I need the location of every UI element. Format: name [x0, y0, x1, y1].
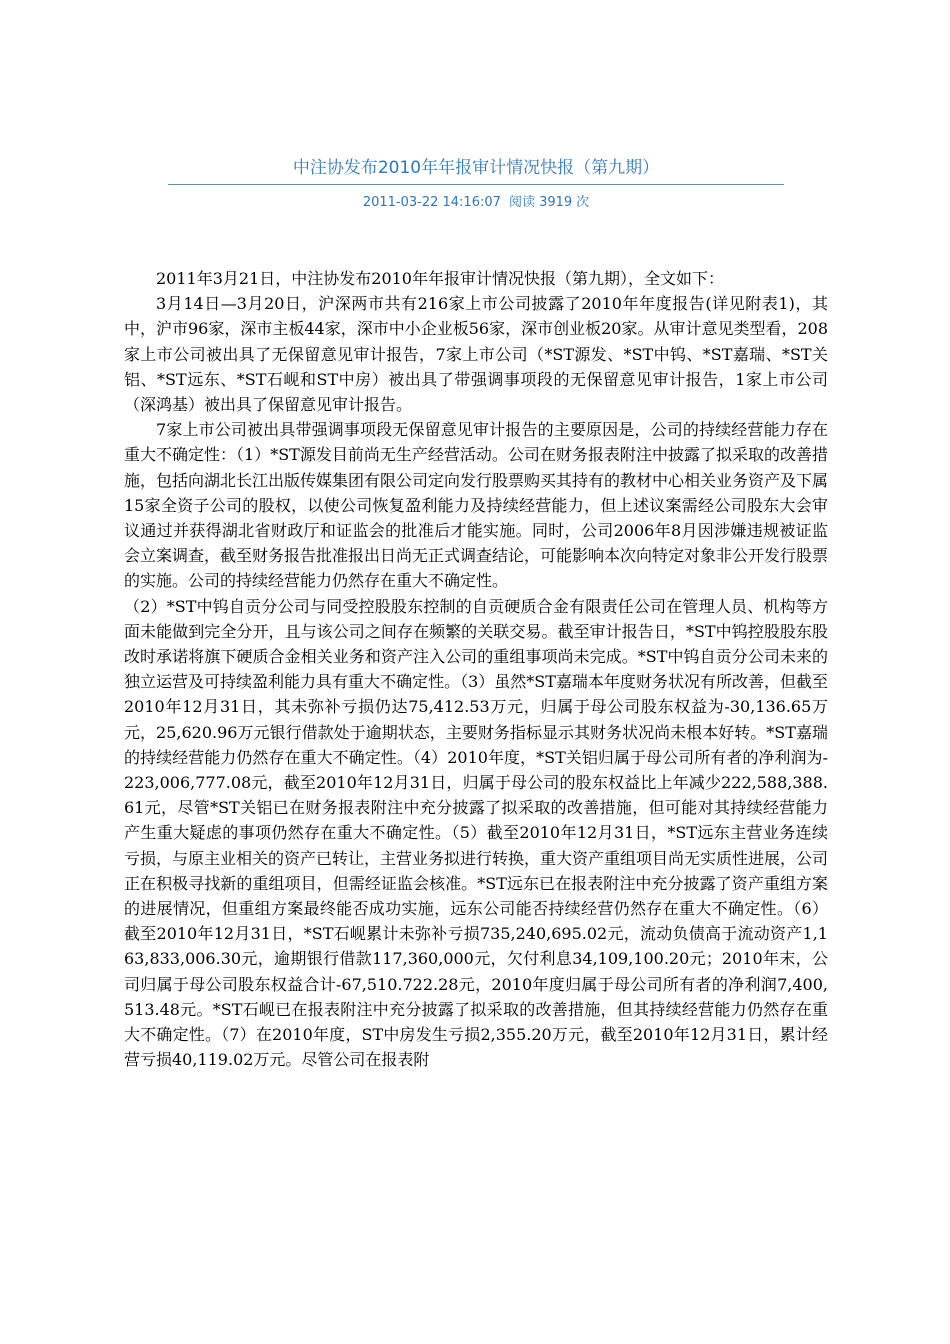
body-paragraph-details: （2）*ST中钨自贡分公司与同受控股股东控制的自贡硬质合金有限责任公司在管理人员、机构等方面未能做到完全分开，且与该公司之间存在频繁的关联交易。截至审计报告日，*ST中钨控股股东股改时承诺将旗下硬质合金相关业务和资产注入公司的重组事项尚未完成。*ST中钨自贡分公司未来的独立运营及可持续盈利能力具有重大不确定性。（3）虽然*ST嘉瑞本年度财务状况有所改善，但截至2010年12月31日，其未弥补亏损仍达75,412.53万元，归属于母公司股东权益为-30,136.65万元，25,620.96万元银行借款处于逾期状态，主要财务指标显示其财务状况尚未根本好转。*ST嘉瑞的持续经营能力仍然存在重大不确定性。（4）2010年度，*ST关铝归属于母公司所有者的净利润为-223,006,777.08元，截至2010年12月31日，归属于母公司的股东权益比上年减少222,588,388.61元，尽管*ST关铝已在财务报表附注中充分披露了拟采取的改善措施，但可能对其持续经营能力产生重大疑虑的事项仍然存在重大不确定性。（5）截至2010年12月31日，*ST远东主营业务连续亏损，与原主业相关的资产已转让，主营业务拟进行转换，重大资产重组项目尚无实质性进展，公司正在积极寻找新的重组项目，但需经证监会核准。*ST远东已在报表附注中充分披露了资产重组方案的进展情况，但重组方案最终能否成功实施，远东公司能否持续经营仍然存在重大不确定性。（6）截至2010年12月31日，*ST石岘累计未弥补亏损735,240,695.02元，流动负债高于流动资产1,163,833,006.30元，逾期银行借款117,360,000元，欠付利息34,109,100.20元；2010年末，公司归属于母公司股东权益合计-67,510.722.28元，2010年度归属于母公司所有者的净利润7,400,513.48元。*ST石岘已在报表附注中充分披露了拟采取的改善措施，但其持续经营能力仍然存在重大不确定性。（7）在2010年度，ST中房发生亏损2,355.20万元，截至2010年12月31日，累计经营亏损40,119.02万元。尽管公司在报表附	[124, 596, 829, 1070]
body-paragraph-reasons: 7家上市公司被出具带强调事项段无保留意见审计报告的主要原因是，公司的持续经营能力存在重大不确定性：（1）*ST源发目前尚无生产经营活动。公司在财务报表附注中披露了拟采取的改善措施，包括向湖北长江出版传媒集团有限公司定向发行股票购买其持有的教材中心相关业务资产及下属15家全资子公司的股权，以使公司恢复盈利能力及持续经营能力，但上述议案需经公司股东大会审议通过并获得湖北省财政厅和证监会的批准后才能实施。同时，公司2006年8月因涉嫌违规被证监会立案调查，截至财务报告批准报出日尚无正式调查结论，可能影响本次向特定对象非公开发行股票的实施。公司的持续经营能力仍然存在重大不确定性。	[124, 420, 829, 591]
title-divider	[168, 184, 784, 185]
read-label: 阅读	[509, 195, 536, 210]
article-body	[124, 266, 828, 1073]
article-meta	[168, 193, 784, 213]
body-paragraph-intro: 2011年3月21日，中注协发布2010年年报审计情况快报（第九期），全文如下：	[156, 269, 724, 288]
read-unit: 次	[576, 195, 590, 210]
body-paragraph-summary: 3月14日—3月20日，沪深两市共有216家上市公司披露了2010年年度报告(详见附表1)，其中，沪市96家，深市主板44家，深市中小企业板56家，深市创业板20家。从审计意见类型看，208家上市公司被出具了无保留意见审计报告，7家上市公司（*ST源发、*ST中钨、*ST嘉瑞、*ST关铝、*ST远东、*ST石岘和ST中房）被出具了带强调事项段的无保留意见审计报告，1家上市公司（深鸿基）被出具了保留意见审计报告。	[124, 294, 828, 415]
read-count: 3919	[539, 195, 573, 210]
publish-datetime: 2011-03-22 14:16:07	[362, 195, 501, 210]
article-title: 中注协发布2010年年报审计情况快报（第九期）	[292, 158, 660, 178]
article-header	[168, 152, 784, 213]
